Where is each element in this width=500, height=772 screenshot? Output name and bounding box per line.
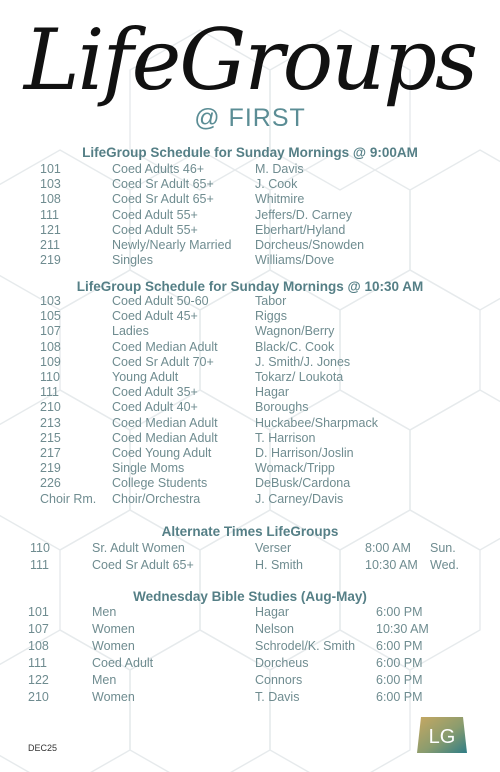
room: 219 [40, 253, 61, 268]
group-name: Single Moms [112, 461, 185, 476]
list-row [0, 253, 500, 269]
room: 210 [28, 690, 49, 704]
room: 219 [40, 461, 61, 476]
group-name: Coed Sr Adult 65+ [112, 177, 214, 192]
list-row [0, 177, 500, 193]
teacher: J. Smith/J. Jones [255, 354, 351, 369]
section-title-sunday-9am: LifeGroup Schedule for Sunday Mornings @ 9:00AM [82, 145, 418, 160]
teacher: Boroughs [255, 400, 309, 415]
teacher: DeBusk/Cardona [255, 476, 351, 491]
group-name: Men [92, 605, 117, 619]
group-name: Young Adult [112, 370, 179, 384]
room: 210 [40, 400, 61, 415]
teacher: Connors [255, 673, 303, 687]
list-row [0, 492, 500, 508]
list-row [0, 461, 500, 477]
teacher: Jeffers/D. Carney [255, 207, 353, 222]
list-row [0, 673, 500, 689]
room: 107 [40, 324, 61, 339]
lifegroups-logo-script: LifeGroups [23, 11, 477, 109]
list-row [0, 208, 500, 224]
list-row [0, 541, 500, 557]
group-name: Coed Sr Adult 70+ [112, 354, 214, 369]
teacher: Williams/Dove [255, 253, 335, 268]
list-row [0, 324, 500, 340]
teacher: Verser [255, 541, 292, 555]
section-title-alternate-times: Alternate Times LifeGroups [161, 524, 339, 539]
teacher: Eberhart/Hyland [255, 222, 346, 237]
list-row [0, 690, 500, 706]
room: 211 [40, 238, 60, 252]
group-name: Singles [112, 253, 153, 268]
room: 213 [40, 415, 61, 430]
group-name: Coed Adult 50-60 [112, 294, 209, 308]
list-row [0, 192, 500, 208]
group-name: Coed Adult 40+ [112, 400, 198, 415]
day: Sun. [430, 541, 456, 555]
group-name: Men [92, 673, 117, 687]
group-name: Coed Adults 46+ [112, 162, 205, 176]
section-title-sunday-1030am: LifeGroup Schedule for Sunday Mornings @ 10:30 AM [76, 279, 424, 294]
lg-logo-badge [417, 715, 467, 755]
list-row [0, 400, 500, 416]
group-name: Coed Adult 35+ [112, 385, 198, 400]
group-name: Coed Adult [92, 656, 154, 670]
teacher: Riggs [255, 309, 287, 324]
room: 107 [28, 622, 49, 636]
footer-code: DEC25 [28, 743, 58, 753]
time: 8:00 AM [365, 541, 411, 555]
list-row [0, 639, 500, 655]
time: 6:00 PM [376, 605, 423, 619]
room: 111 [40, 385, 60, 400]
teacher: Dorcheus [255, 656, 309, 670]
list-row [0, 294, 500, 310]
group-name: College Students [112, 476, 208, 491]
list-row [0, 605, 500, 621]
time: 6:00 PM [376, 656, 423, 670]
teacher: J. Carney/Davis [255, 491, 344, 506]
list-row [0, 446, 500, 462]
teacher: T. Davis [255, 690, 300, 704]
room: 105 [40, 309, 61, 324]
teacher: J. Cook [255, 177, 298, 192]
room: 217 [40, 446, 61, 460]
time: 6:00 PM [376, 639, 423, 653]
room: 226 [40, 476, 61, 491]
section-title-wednesday-bible: Wednesday Bible Studies (Aug-May) [133, 589, 367, 604]
teacher: Black/C. Cook [255, 339, 335, 354]
teacher: Hagar [255, 385, 290, 400]
list-row [0, 309, 500, 325]
room: 108 [40, 339, 61, 354]
time: 6:00 PM [376, 690, 423, 704]
room: 108 [40, 192, 61, 207]
teacher: Tabor [255, 294, 287, 308]
teacher: Nelson [255, 622, 294, 636]
room: 122 [28, 673, 49, 687]
time: 10:30 AM [365, 558, 418, 572]
group-name: Ladies [112, 324, 149, 339]
list-row [0, 370, 500, 386]
teacher: Womack/Tripp [255, 461, 335, 476]
group-name: Coed Young Adult [112, 446, 212, 460]
list-row [0, 238, 500, 254]
teacher: Tokarz/ Loukota [255, 370, 344, 384]
list-row [0, 656, 500, 672]
badge-text: LG [428, 726, 456, 748]
group-name: Coed Adult 55+ [112, 207, 198, 222]
time: 6:00 PM [376, 673, 423, 687]
room: 110 [30, 541, 50, 555]
group-name: Coed Median Adult [112, 415, 218, 430]
group-name: Coed Median Adult [112, 339, 218, 354]
list-row [0, 385, 500, 401]
teacher: Schrodel/K. Smith [255, 639, 356, 653]
group-name: Coed Adult 55+ [112, 222, 198, 237]
group-name: Women [92, 639, 135, 653]
group-name: Coed Sr Adult 65+ [112, 192, 214, 207]
list-row [0, 416, 500, 432]
group-name: Sr. Adult Women [92, 541, 185, 555]
list-row [0, 340, 500, 356]
group-name: Women [92, 622, 135, 636]
list-row [0, 622, 500, 638]
teacher: Huckabee/Sharpmack [255, 415, 378, 430]
room: 103 [40, 294, 61, 308]
room: 101 [40, 162, 61, 176]
room: 108 [28, 639, 49, 653]
list-row [0, 476, 500, 492]
day: Wed. [430, 558, 459, 572]
group-name: Coed Adult 45+ [112, 309, 198, 324]
teacher: Whitmire [255, 192, 305, 207]
room: 111 [30, 558, 50, 572]
group-name: Women [92, 690, 135, 704]
room: Choir Rm. [40, 491, 97, 506]
room: 111 [28, 656, 48, 670]
room: 110 [40, 370, 60, 384]
list-row [0, 355, 500, 371]
group-name: Newly/Nearly Married [112, 238, 232, 252]
list-row [0, 223, 500, 239]
group-name: Coed Sr Adult 65+ [92, 558, 194, 572]
room: 121 [40, 222, 61, 237]
teacher: Wagnon/Berry [255, 324, 335, 339]
room: 109 [40, 354, 61, 369]
room: 101 [28, 605, 49, 619]
group-name: Coed Median Adult [112, 430, 218, 445]
teacher: D. Harrison/Joslin [255, 446, 354, 460]
teacher: H. Smith [255, 558, 303, 572]
teacher: T. Harrison [255, 430, 316, 445]
teacher: Dorcheus/Snowden [255, 238, 365, 252]
list-row [0, 431, 500, 447]
time: 10:30 AM [376, 622, 429, 636]
at-first-subtitle: @ FIRST [194, 104, 306, 132]
room: 215 [40, 430, 61, 445]
list-row [0, 162, 500, 178]
group-name: Choir/Orchestra [112, 491, 201, 506]
list-row [0, 558, 500, 574]
room: 103 [40, 177, 61, 192]
teacher: Hagar [255, 605, 290, 619]
room: 111 [40, 207, 60, 222]
teacher: M. Davis [255, 162, 304, 176]
